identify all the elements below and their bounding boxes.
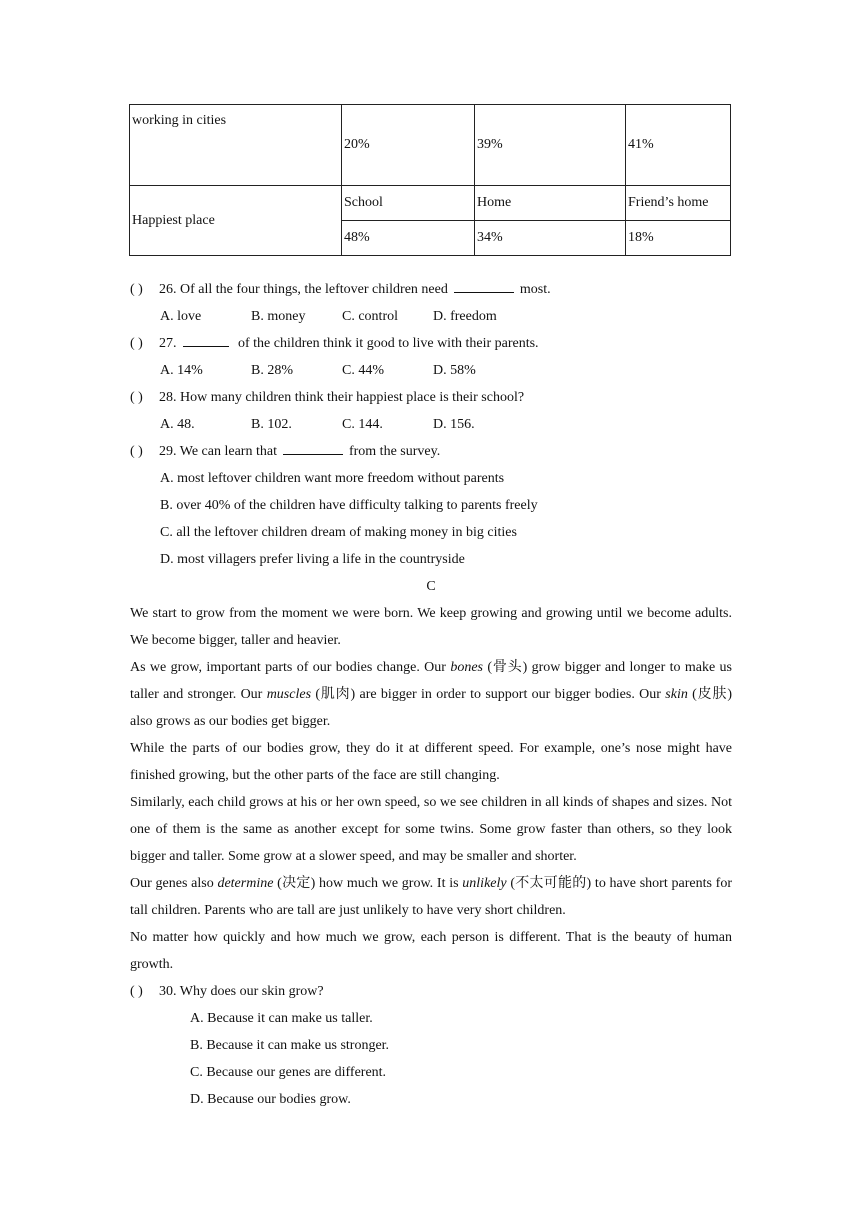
- table-cell: 48%: [342, 221, 475, 256]
- keyword: determine: [217, 876, 274, 891]
- table-row: [130, 186, 731, 221]
- keyword: skin: [665, 687, 688, 702]
- question-30: [130, 978, 732, 1005]
- section-label: C: [426, 579, 436, 594]
- options-26: [130, 303, 732, 330]
- question-number: 27.: [159, 336, 177, 351]
- answer-blank[interactable]: [454, 278, 514, 293]
- option[interactable]: D. most villagers prefer living a life in the countryside: [160, 552, 465, 567]
- text-run: (骨头) grow bigger and longer to make us taller and stronger. Our: [130, 660, 732, 702]
- option[interactable]: B. 102.: [251, 417, 292, 432]
- text-run: (不太可能的) to have short parents for tall children. Parents who are tall are just unlikely to have very short children.: [130, 876, 732, 918]
- option[interactable]: A. most leftover children want more freedom without parents: [160, 471, 505, 486]
- passage-paragraph: We start to grow from the moment we were born. We keep growing and growing until we become adults. We become bigger, taller and heavier.: [130, 606, 732, 648]
- keyword: unlikely: [462, 876, 507, 891]
- keyword: bones: [450, 660, 483, 675]
- question-number: 30.: [159, 984, 177, 999]
- option[interactable]: B. money: [251, 309, 306, 324]
- answer-blank[interactable]: [183, 332, 229, 347]
- table-cell: 41%: [626, 105, 731, 186]
- table-row: [130, 105, 731, 186]
- answer-paren[interactable]: ( ): [130, 390, 143, 405]
- options-28: [130, 411, 732, 438]
- option[interactable]: D. freedom: [433, 309, 497, 324]
- table-cell: 39%: [475, 105, 626, 186]
- table-cell: Happiest place: [130, 186, 342, 256]
- option[interactable]: C. 44%: [342, 363, 384, 378]
- option[interactable]: D. 156.: [433, 417, 475, 432]
- option[interactable]: A. Because it can make us taller.: [190, 1011, 373, 1026]
- table-cell: Home: [475, 186, 626, 221]
- passage-paragraph: [130, 870, 732, 924]
- option[interactable]: B. Because it can make us stronger.: [190, 1038, 390, 1053]
- question-29: [130, 438, 732, 465]
- table-cell: working in cities: [130, 105, 342, 186]
- question-stem: We can learn that: [179, 444, 277, 459]
- question-stem: from the survey.: [348, 444, 441, 459]
- option[interactable]: A. love: [160, 309, 202, 324]
- answer-paren[interactable]: ( ): [130, 282, 143, 297]
- passage-paragraph: [130, 654, 732, 735]
- option[interactable]: D. Because our bodies grow.: [190, 1092, 351, 1107]
- question-stem: most.: [519, 282, 551, 297]
- question-26: [130, 276, 732, 303]
- question-stem: Of all the four things, the leftover children need: [180, 282, 448, 297]
- question-28: [130, 384, 732, 411]
- keyword: muscles: [266, 687, 312, 702]
- options-27: [130, 357, 732, 384]
- answer-paren[interactable]: ( ): [130, 984, 143, 999]
- questions-and-passage: [130, 276, 732, 1113]
- option[interactable]: A. 48.: [160, 417, 195, 432]
- question-number: 29.: [159, 444, 177, 459]
- table-cell: School: [342, 186, 475, 221]
- question-number: 28.: [159, 390, 177, 405]
- table-cell: Friend’s home: [626, 186, 731, 221]
- table-cell: 34%: [475, 221, 626, 256]
- answer-paren[interactable]: ( ): [130, 444, 143, 459]
- answer-paren[interactable]: ( ): [130, 336, 143, 351]
- option[interactable]: C. Because our genes are different.: [190, 1065, 387, 1080]
- option[interactable]: B. over 40% of the children have difficulty talking to parents freely: [160, 498, 538, 513]
- question-number: 26.: [159, 282, 177, 297]
- question-stem: How many children think their happiest place is their school?: [180, 390, 525, 405]
- option[interactable]: D. 58%: [433, 363, 476, 378]
- survey-table: [129, 104, 731, 256]
- passage-paragraph: While the parts of our bodies grow, they do it at different speed. For example, one’s nose might have finished growing, but the other parts of the face are still changing.: [130, 741, 732, 783]
- text-run: (决定) how much we grow. It is: [273, 876, 463, 891]
- option[interactable]: A. 14%: [160, 363, 203, 378]
- option[interactable]: C. all the leftover children dream of making money in big cities: [160, 525, 517, 540]
- question-stem: Why does our skin grow?: [179, 984, 324, 999]
- text-run: (肌肉) are bigger in order to support our bigger bodies. Our: [311, 687, 666, 702]
- answer-blank[interactable]: [283, 440, 343, 455]
- question-stem: of the children think it good to live with their parents.: [238, 336, 539, 351]
- option[interactable]: C. control: [342, 309, 398, 324]
- table-cell: 20%: [342, 105, 475, 186]
- table-cell: 18%: [626, 221, 731, 256]
- question-27: [130, 330, 732, 357]
- text-run: (皮肤) also grows as our bodies get bigger.: [130, 687, 733, 729]
- text-run: Our genes also: [130, 876, 218, 891]
- passage-paragraph: Similarly, each child grows at his or her own speed, so we see children in all kinds of shapes and sizes. Not one of them is the same as another except for some twins. Some grow faster than others, so they look bigger and taller. Some grow at a slower speed, and may be smaller and shorter.: [130, 795, 732, 864]
- text-run: As we grow, important parts of our bodies change. Our: [130, 660, 451, 675]
- option[interactable]: C. 144.: [342, 417, 383, 432]
- option[interactable]: B. 28%: [251, 363, 293, 378]
- passage-paragraph: No matter how quickly and how much we grow, each person is different. That is the beauty of human growth.: [130, 930, 732, 972]
